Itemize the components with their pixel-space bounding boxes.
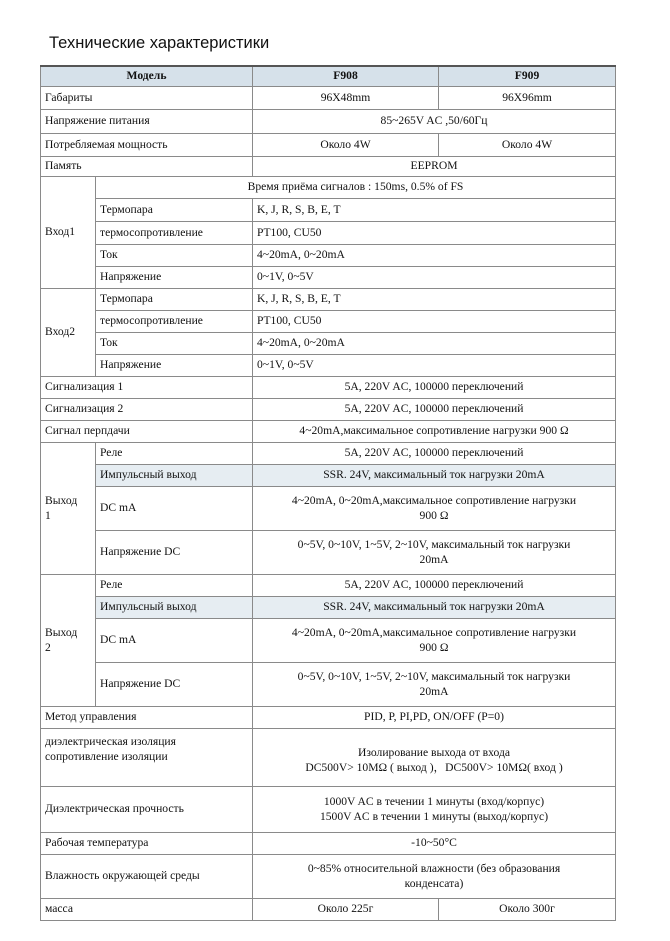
input1-value-rtd: PT100, CU50 xyxy=(253,222,616,245)
input2-label-voltage: Напряжение xyxy=(96,355,253,377)
output1-value-dcv xyxy=(253,531,616,575)
output1-dcma-line1: 4~20mA, 0~20mA,максимальное сопротивление нагрузки xyxy=(291,494,577,507)
spec-table xyxy=(40,65,616,921)
row-label-alarm1: Сигнализация 1 xyxy=(41,377,253,399)
value-consumption-f909: Около 4W xyxy=(439,134,616,157)
table-row xyxy=(41,87,616,110)
input2-label-current: Ток xyxy=(96,333,253,355)
row-label-output2 xyxy=(41,575,96,707)
input1-label-rtd: термосопротивление xyxy=(96,222,253,245)
value-insulation xyxy=(253,729,616,787)
table-row xyxy=(41,855,616,899)
value-dielectric xyxy=(253,787,616,833)
output1-value-dcma xyxy=(253,487,616,531)
value-humidity xyxy=(253,855,616,899)
row-label-control-method: Метод управления xyxy=(41,707,253,729)
table-row xyxy=(41,833,616,855)
table-row xyxy=(41,421,616,443)
table-row xyxy=(41,134,616,157)
output2-dcv-line2: 20mA xyxy=(419,684,449,698)
insulation-label-line2: сопротивление изоляции xyxy=(45,749,168,763)
humidity-line2: конденсата) xyxy=(404,876,464,890)
row-label-input1: Вход1 xyxy=(41,177,96,289)
output1-label-line2: 1 xyxy=(45,508,51,522)
output2-dcv-line1: 0~5V, 0~10V, 1~5V, 2~10V, максимальный ток нагрузки xyxy=(297,670,571,683)
input1-label-thermocouple: Термопара xyxy=(96,199,253,222)
output2-dcma-line2: 900 Ω xyxy=(419,640,449,654)
output2-value-pulse: SSR. 24V, максимальный ток нагрузки 20mA xyxy=(253,597,616,619)
table-row xyxy=(41,311,616,333)
value-mass-f908: Около 225г xyxy=(253,899,439,921)
output2-label-dcv: Напряжение DC xyxy=(96,663,253,707)
input1-value-current: 4~20mA, 0~20mA xyxy=(253,245,616,267)
row-label-insulation xyxy=(41,729,253,787)
dielectric-line2: 1500V AC в течении 1 минуты (выход/корпус) xyxy=(319,809,549,823)
input2-value-voltage: 0~1V, 0~5V xyxy=(253,355,616,377)
row-label-alarm2: Сигнализация 2 xyxy=(41,399,253,421)
insulation-value-line2: DC500V> 10MΩ ( выход )，DC500V> 10MΩ( вход ) xyxy=(305,760,563,774)
input2-value-current: 4~20mA, 0~20mA xyxy=(253,333,616,355)
output1-label-dcv: Напряжение DC xyxy=(96,531,253,575)
table-row xyxy=(41,707,616,729)
dielectric-line1: 1000V AC в течении 1 минуты (вход/корпус) xyxy=(323,795,545,808)
page-title: Технические характеристики xyxy=(49,34,270,52)
output2-dcma-line1: 4~20mA, 0~20mA,максимальное сопротивление нагрузки xyxy=(291,626,577,639)
value-mass-f909: Около 300г xyxy=(439,899,616,921)
table-row xyxy=(41,619,616,663)
input2-label-thermocouple: Термопара xyxy=(96,289,253,311)
row-label-operating-temp: Рабочая температура xyxy=(41,833,253,855)
output1-label-pulse: Импульсный выход xyxy=(96,465,253,487)
output1-label-line1: Выход xyxy=(45,494,78,507)
row-label-consumption: Потребляемая мощность xyxy=(41,134,253,157)
table-row xyxy=(41,355,616,377)
input2-label-rtd: термосопротивление xyxy=(96,311,253,333)
table-row xyxy=(41,222,616,245)
input1-value-voltage: 0~1V, 0~5V xyxy=(253,267,616,289)
input1-value-thermocouple: K, J, R, S, B, E, T xyxy=(253,199,616,222)
header-f909: F909 xyxy=(439,66,616,87)
output2-value-dcv xyxy=(253,663,616,707)
input2-value-thermocouple: K, J, R, S, B, E, T xyxy=(253,289,616,311)
output1-label-dcma: DC mA xyxy=(96,487,253,531)
table-row xyxy=(41,663,616,707)
table-row xyxy=(41,177,616,199)
row-label-humidity: Влажность окружающей среды xyxy=(41,855,253,899)
table-row xyxy=(41,487,616,531)
header-model: Модель xyxy=(41,66,253,87)
value-retransmission: 4~20mA,максимальное сопротивление нагрузки 900 Ω xyxy=(253,421,616,443)
table-row xyxy=(41,157,616,177)
row-label-memory: Память xyxy=(41,157,253,177)
table-row xyxy=(41,289,616,311)
output1-dcv-line1: 0~5V, 0~10V, 1~5V, 2~10V, максимальный ток нагрузки xyxy=(297,538,571,551)
input1-label-current: Ток xyxy=(96,245,253,267)
table-row xyxy=(41,333,616,355)
value-consumption-f908: Около 4W xyxy=(253,134,439,157)
table-row xyxy=(41,899,616,921)
output1-dcv-line2: 20mA xyxy=(419,552,449,566)
row-label-power-supply: Напряжение питания xyxy=(41,110,253,134)
value-alarm1: 5A, 220V AC, 100000 переключений xyxy=(253,377,616,399)
row-label-retransmission: Сигнал перпдачи xyxy=(41,421,253,443)
table-row xyxy=(41,729,616,787)
table-row xyxy=(41,465,616,487)
value-memory: EEPROM xyxy=(253,157,616,177)
table-header-row xyxy=(41,66,616,87)
insulation-label-line1: диэлектрическая изоляция xyxy=(45,735,176,748)
value-input1-sampling: Время приёма сигналов : 150ms, 0.5% of FS xyxy=(96,177,616,199)
value-operating-temp: -10~50°C xyxy=(253,833,616,855)
table-row xyxy=(41,787,616,833)
table-row xyxy=(41,377,616,399)
value-dimensions-f908: 96X48mm xyxy=(253,87,439,110)
humidity-line1: 0~85% относительной влажности (без образования xyxy=(307,862,561,875)
header-f908: F908 xyxy=(253,66,439,87)
row-label-output1 xyxy=(41,443,96,575)
row-label-mass: масса xyxy=(41,899,253,921)
output2-label-dcma: DC mA xyxy=(96,619,253,663)
output1-dcma-line2: 900 Ω xyxy=(419,508,449,522)
output1-value-pulse: SSR. 24V, максимальный ток нагрузки 20mA xyxy=(253,465,616,487)
row-label-dimensions: Габариты xyxy=(41,87,253,110)
output2-value-relay: 5A, 220V AC, 100000 переключений xyxy=(253,575,616,597)
table-row xyxy=(41,245,616,267)
insulation-value-line1: Изолирование выхода от входа xyxy=(358,746,511,759)
input1-label-voltage: Напряжение xyxy=(96,267,253,289)
output2-label-relay: Реле xyxy=(96,575,253,597)
row-label-input2: Вход2 xyxy=(41,289,96,377)
output1-value-relay: 5A, 220V AC, 100000 переключений xyxy=(253,443,616,465)
table-row xyxy=(41,597,616,619)
table-row xyxy=(41,531,616,575)
table-row xyxy=(41,443,616,465)
table-row xyxy=(41,575,616,597)
output1-label-relay: Реле xyxy=(96,443,253,465)
table-row xyxy=(41,110,616,134)
output2-label-line1: Выход xyxy=(45,626,78,639)
output2-label-line2: 2 xyxy=(45,640,51,654)
value-alarm2: 5A, 220V AC, 100000 переключений xyxy=(253,399,616,421)
table-row xyxy=(41,267,616,289)
output2-label-pulse: Импульсный выход xyxy=(96,597,253,619)
table-row xyxy=(41,199,616,222)
value-power-supply: 85~265V AC ,50/60Гц xyxy=(253,110,616,134)
row-label-dielectric: Диэлектрическая прочность xyxy=(41,787,253,833)
value-dimensions-f909: 96X96mm xyxy=(439,87,616,110)
table-row xyxy=(41,399,616,421)
input2-value-rtd: PT100, CU50 xyxy=(253,311,616,333)
output2-value-dcma xyxy=(253,619,616,663)
value-control-method: PID, P, PI,PD, ON/OFF (P=0) xyxy=(253,707,616,729)
